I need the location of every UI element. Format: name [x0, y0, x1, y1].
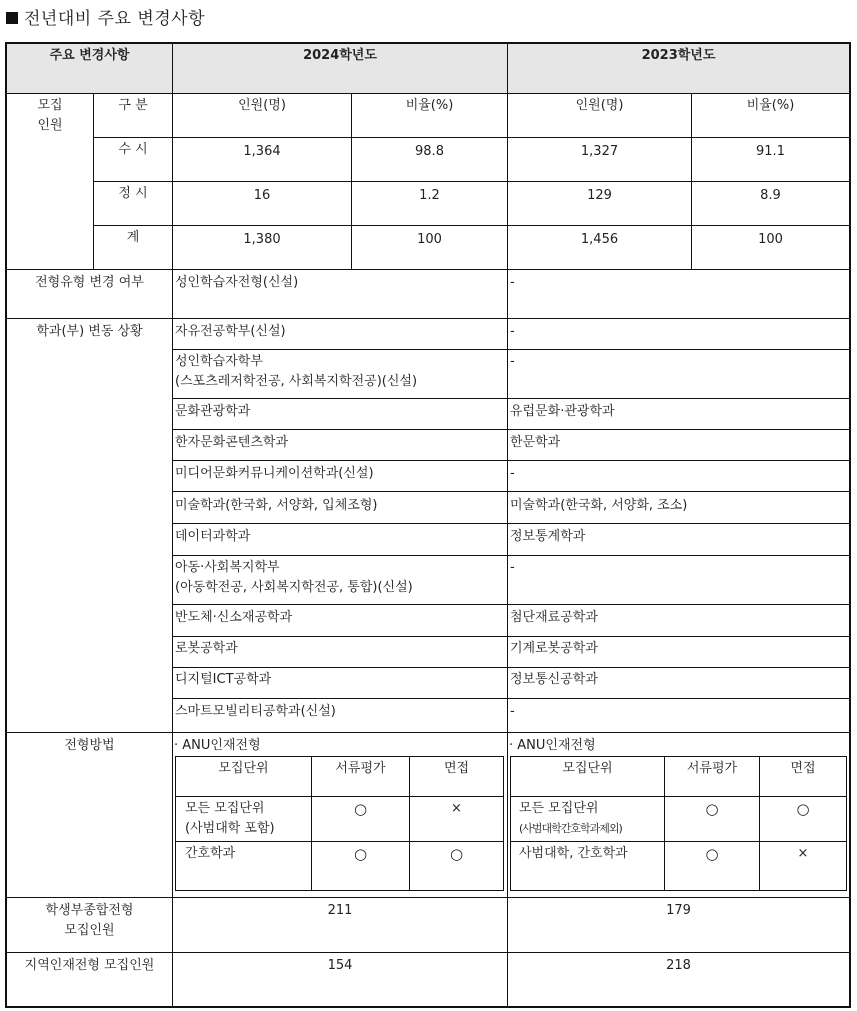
student-record-2023: 179: [666, 903, 691, 918]
recruitment-row-count-2023: 129: [587, 188, 612, 203]
selection-caption-2024: · ANU인재전형: [174, 738, 261, 753]
dept-row-2023: 한문학과: [510, 435, 561, 450]
dept-row-2024: [175, 608, 505, 628]
dept-row-2024: [175, 527, 505, 547]
dept-row-2023: -: [510, 466, 515, 481]
dept-row-2024: [175, 639, 505, 659]
dept-majors: (아동학전공, 사회복지학전공, 통합)(신설): [175, 580, 413, 595]
recruitment-row-ratio-2023: 91.1: [756, 144, 785, 159]
dept-name: 반도체·신소재공학과: [175, 610, 293, 625]
recruitment-row-count-2023: 1,327: [580, 144, 619, 159]
dept-row-2024: [175, 402, 505, 422]
unit-line1: 간호학과: [185, 846, 236, 861]
dept-row-2024: [175, 558, 505, 598]
dept-name: 문화관광학과: [175, 404, 251, 419]
col-count-2023: 인원(명): [575, 98, 624, 113]
dept-row-2023: -: [510, 560, 515, 575]
dept-row-2024: [175, 702, 505, 722]
unit-line1: 사범대학, 간호학과: [519, 846, 628, 861]
header-year-2024: 2024학년도: [303, 48, 377, 63]
department-changes-label: 학과(부) 변동 상황: [36, 324, 143, 339]
unit-line1: 모든 모집단위: [185, 801, 265, 816]
header-year-2023: 2023학년도: [641, 48, 716, 63]
dept-name: 아동·사회복지학부: [175, 560, 280, 575]
student-record-label: [7, 901, 172, 941]
square-bullet-icon: [6, 12, 18, 24]
recruitment-row-ratio-2023: 8.9: [760, 188, 781, 203]
dept-row-2023: -: [510, 324, 515, 339]
document-yes-icon: ○: [705, 845, 719, 863]
recruitment-row-division: 계: [126, 230, 140, 245]
col-ratio-2023: 비율(%): [746, 98, 795, 113]
admission-type-label: 전형유형 변경 여부: [35, 275, 144, 290]
sub-row-unit: [519, 844, 663, 864]
recruitment-row-ratio-2024: 1.2: [419, 188, 440, 203]
selection-method-label: 전형방법: [64, 738, 115, 753]
dept-row-2023: -: [510, 354, 515, 369]
interview-no-icon: ×: [451, 801, 462, 816]
dept-row-2024: [175, 496, 505, 516]
page-title-text: 전년대비 주요 변경사항: [24, 9, 206, 29]
sub-header-interview: 면접: [443, 761, 470, 776]
recruitment-label-line2: 인원: [37, 118, 63, 133]
dept-row-2024: [175, 322, 505, 342]
dept-row-2024: [175, 352, 505, 392]
student-record-2024: 211: [327, 903, 353, 918]
dept-name: 데이터과학과: [175, 529, 251, 544]
recruitment-label: [7, 96, 93, 136]
dept-row-2023: 미술학과(한국화, 서양화, 조소): [510, 498, 688, 513]
dept-name: 미술학과(한국화, 서양화, 입체조형): [175, 498, 378, 513]
sub-row-unit: [519, 799, 663, 839]
interview-no-icon: ×: [797, 846, 809, 861]
dept-name: 디지털ICT공학과: [175, 672, 272, 687]
recruitment-row-ratio-2023: 100: [758, 232, 783, 247]
recruitment-row-ratio-2024: 100: [417, 232, 442, 247]
recruitment-row-count-2024: 1,380: [243, 232, 281, 247]
col-ratio-2024: 비율(%): [405, 98, 454, 113]
recruitment-row-count-2024: 16: [253, 188, 271, 203]
dept-name: 로봇공학과: [175, 641, 238, 656]
page-title: [6, 4, 205, 29]
admission-type-2023: -: [510, 275, 515, 290]
dept-row-2024: [175, 433, 505, 453]
recruitment-row-division: 수 시: [118, 142, 148, 157]
interview-yes-icon: ○: [796, 800, 810, 818]
recruitment-label-line1: 모집: [37, 98, 63, 113]
sub-header-unit: 모집단위: [562, 761, 613, 776]
recruitment-row-division: 정 시: [118, 186, 148, 201]
student-record-label-line1: 학생부종합전형: [45, 903, 134, 918]
dept-majors: (스포츠레저학전공, 사회복지학전공)(신설): [175, 374, 418, 389]
document-yes-icon: ○: [705, 800, 719, 818]
selection-caption-2023: · ANU인재전형: [509, 738, 596, 753]
dept-row-2024: [175, 464, 505, 484]
document-yes-icon: ○: [353, 800, 368, 818]
regional-talent-label: 지역인재전형 모집인원: [24, 958, 155, 973]
dept-name: 자유전공학부(신설): [175, 324, 286, 339]
regional-talent-2023: 218: [666, 958, 691, 973]
unit-line2: (사범대학 포함): [185, 821, 275, 836]
unit-line2: (사범대학간호학과제외): [519, 822, 622, 835]
interview-yes-icon: ○: [449, 845, 464, 863]
admission-type-2024: 성인학습자전형(신설): [175, 275, 299, 290]
regional-talent-2024: 154: [327, 958, 353, 973]
unit-line1: 모든 모집단위: [519, 801, 599, 816]
header-main-changes: 주요 변경사항: [49, 48, 130, 63]
sub-header-interview: 면접: [790, 761, 816, 776]
dept-row-2023: 유럽문화·관광학과: [510, 404, 615, 419]
sub-header-document: 서류평가: [335, 761, 386, 776]
recruitment-row-ratio-2024: 98.8: [415, 144, 444, 159]
dept-name: 미디어문화커뮤니케이션학과(신설): [175, 466, 374, 481]
dept-row-2023: -: [510, 704, 515, 719]
dept-row-2023: 첨단재료공학과: [510, 610, 598, 625]
dept-name: 성인학습자학부: [175, 354, 263, 369]
recruitment-row-count-2024: 1,364: [243, 144, 281, 159]
dept-row-2024: [175, 670, 505, 690]
dept-row-2023: 정보통신공학과: [510, 672, 598, 687]
col-count-2024: 인원(명): [238, 98, 286, 113]
dept-name: 스마트모빌리티공학과(신설): [175, 704, 336, 719]
sub-row-unit: [185, 844, 310, 864]
dept-row-2023: 정보통계학과: [510, 529, 586, 544]
sub-row-unit: [185, 799, 310, 839]
dept-name: 한자문화콘텐츠학과: [175, 435, 289, 450]
document-yes-icon: ○: [353, 845, 368, 863]
recruitment-row-count-2023: 1,456: [580, 232, 619, 247]
sub-header-document: 서류평가: [686, 761, 738, 776]
dept-row-2023: 기계로봇공학과: [510, 641, 598, 656]
student-record-label-line2: 모집인원: [64, 923, 115, 938]
sub-header-unit: 모집단위: [218, 761, 269, 776]
col-division: 구 분: [118, 98, 148, 113]
